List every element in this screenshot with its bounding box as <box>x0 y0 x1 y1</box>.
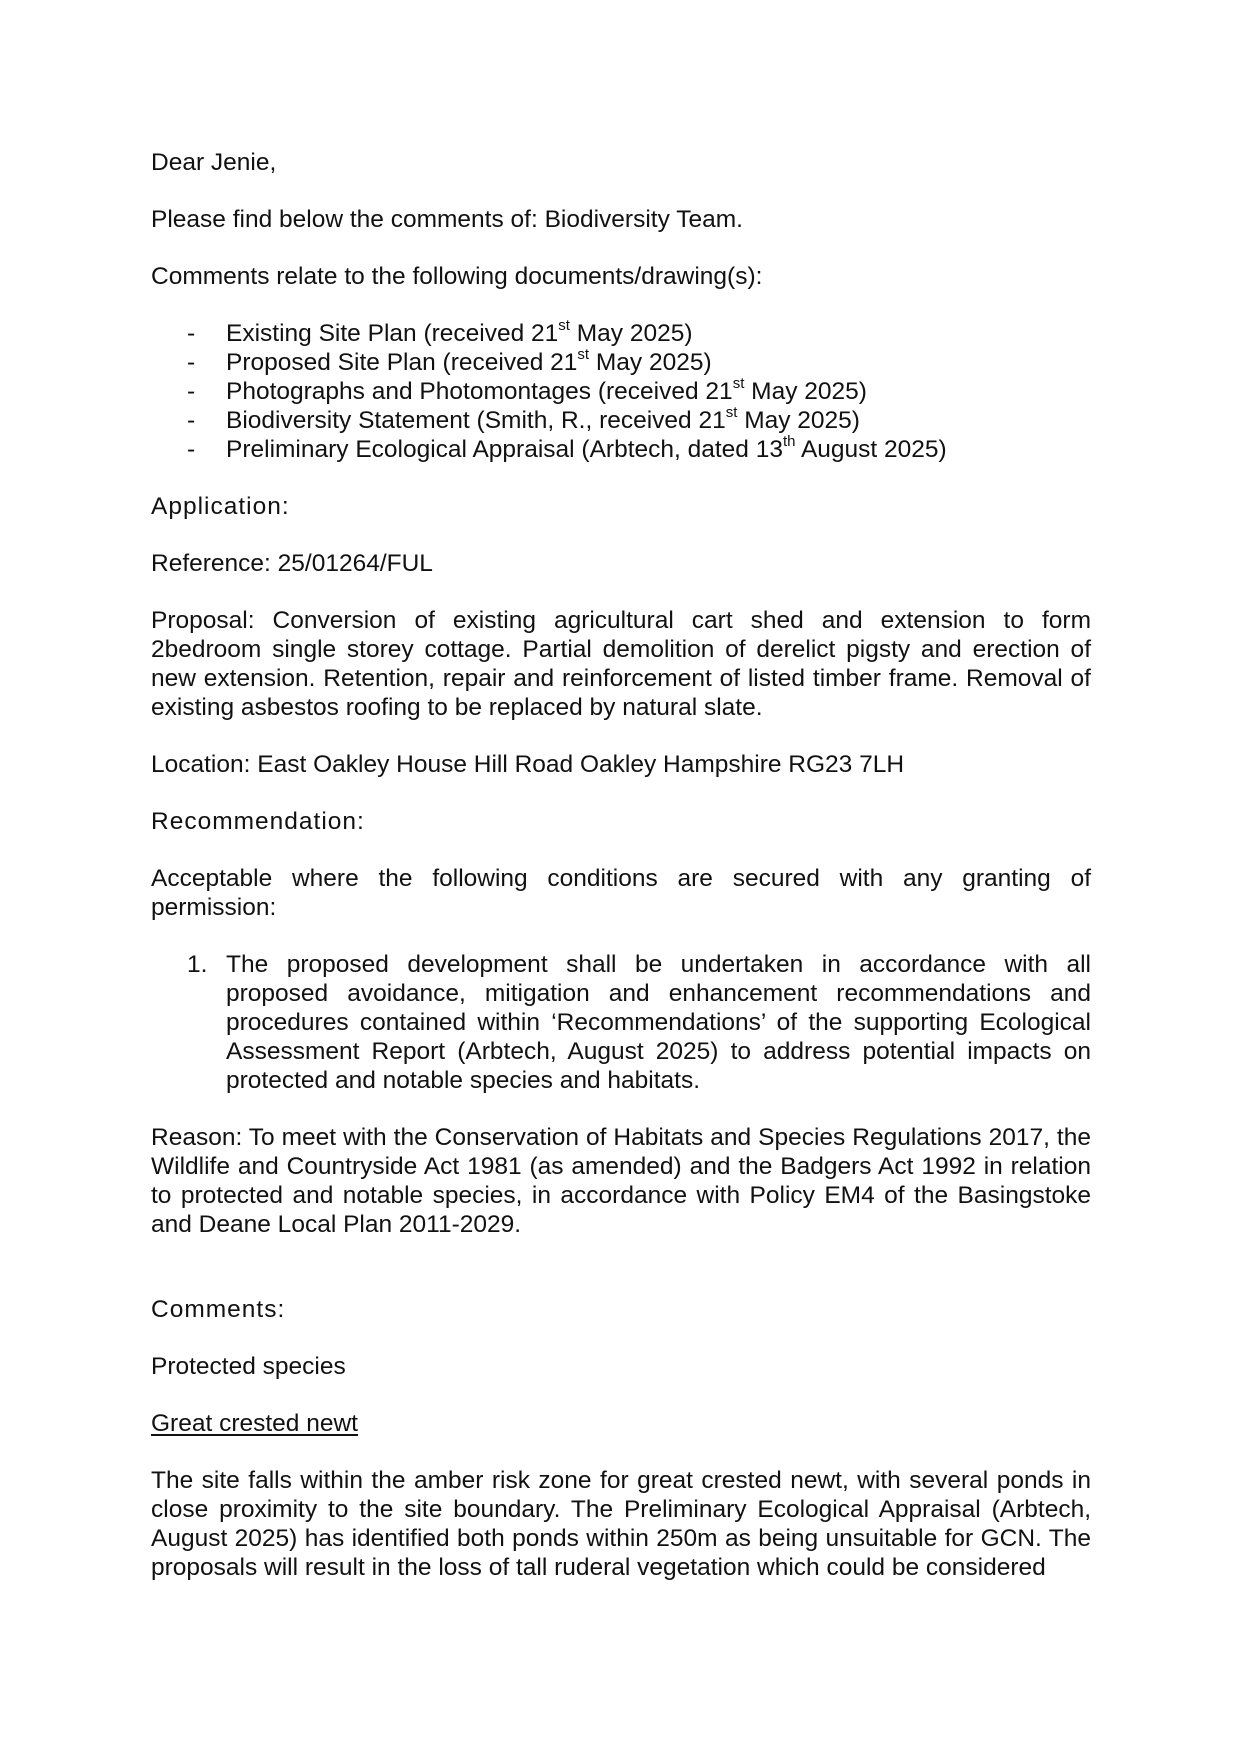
documents-intro: Comments relate to the following documents/drawing(s): <box>151 263 763 290</box>
recommendation-text: Acceptable where the following conditions are secured with any granting of permission: <box>151 865 1091 921</box>
section-spacer <box>151 1267 1091 1295</box>
list-item: - Preliminary Ecological Appraisal (Arbtech, dated 13th August 2025) <box>187 432 947 463</box>
list-bullet: - <box>187 436 196 463</box>
condition-text: The proposed development shall be undertaken in accordance with all proposed avoidance, mitigation and enhancement recommendations and procedures contained within ‘Recommendations’ of the supporting Ecological Assessment Report (Arbtech, August 2025) to address potential impacts on protected and notable species and habitats. <box>226 951 1091 1094</box>
list-item: - Biodiversity Statement (Smith, R., received 21st May 2025) <box>187 403 860 434</box>
salutation: Dear Jenie, <box>151 149 277 176</box>
recommendation-heading: Recommendation: <box>151 808 365 835</box>
list-bullet: - <box>187 407 196 434</box>
reason-text: Reason: To meet with the Conservation of Habitats and Species Regulations 2017, the Wildlife and Countryside Act 1981 (as amended) and the Badgers Act 1992 in relation to protected and notable species, in accordance with Policy EM4 of the Basingstoke and Deane Local Plan 2011-2029. <box>151 1124 1091 1238</box>
list-item: - Photographs and Photomontages (received 21st May 2025) <box>187 374 867 405</box>
condition-number: 1. <box>187 951 208 978</box>
documents-list <box>151 316 1091 464</box>
list-item: - Proposed Site Plan (received 21st May 2025) <box>187 345 712 376</box>
list-bullet: - <box>187 349 196 376</box>
proposal-text: Proposal: Conversion of existing agricultural cart shed and extension to form 2bedroom single storey cottage. Partial demolition of derelict pigsty and erection of new extension. Retention, repair and reinforcement of listed timber frame. Removal of existing asbestos roofing to be replaced by natural slate. <box>151 607 1091 721</box>
great-crested-newt-heading: Great crested newt <box>151 1410 358 1437</box>
location-line: Location: East Oakley House Hill Road Oakley Hampshire RG23 7LH <box>151 751 905 778</box>
reference-line: Reference: 25/01264/FUL <box>151 550 433 577</box>
list-item: - Existing Site Plan (received 21st May 2025) <box>187 316 693 347</box>
list-bullet: - <box>187 320 196 347</box>
great-crested-newt-text: The site falls within the amber risk zone for great crested newt, with several ponds in close proximity to the site boundary. The Preliminary Ecological Appraisal (Arbtech, August 2025) has identified both ponds within 250m as being unsuitable for GCN. The proposals will result in the loss of tall ruderal vegetation which could be considered <box>151 1467 1091 1581</box>
list-bullet: - <box>187 378 196 405</box>
intro-text: Please find below the comments of: Biodiversity Team. <box>151 206 743 233</box>
comments-heading: Comments: <box>151 1296 286 1323</box>
letter-body <box>151 148 1091 1610</box>
protected-species-subheading: Protected species <box>151 1353 346 1380</box>
application-heading: Application: <box>151 493 290 520</box>
condition-item <box>151 950 1091 1095</box>
